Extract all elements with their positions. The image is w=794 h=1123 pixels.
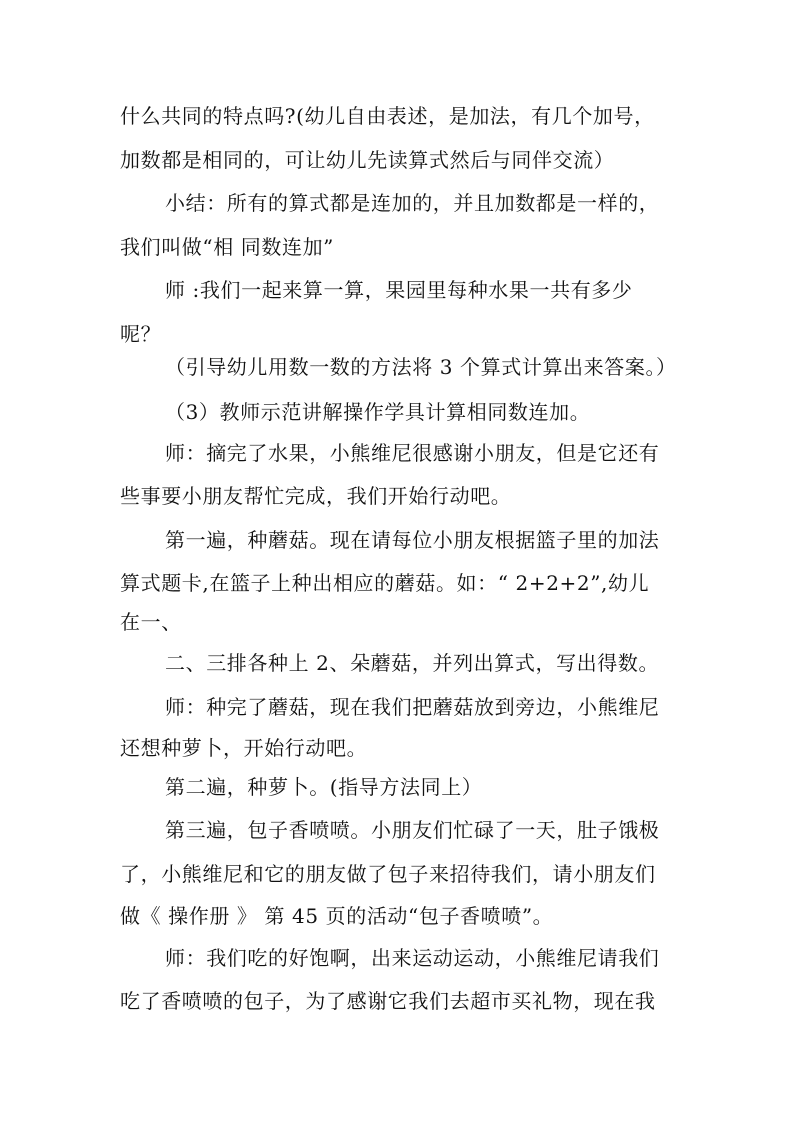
text-line: 什么共同的特点吗?(幼儿自由表述，是加法，有几个加号， <box>120 104 655 128</box>
text-line: 第三遍，包子香喷喷。小朋友们忙碌了一天，肚子饿极 <box>165 818 660 842</box>
text-line: 师：我们吃的好饱啊，出来运动运动，小熊维尼请我们 <box>165 946 660 970</box>
text-line: 加数都是相同的，可让幼儿先读算式然后与同伴交流） <box>120 148 615 172</box>
text-line: 第二遍，种萝卜。(指导方法同上） <box>165 775 483 799</box>
text-line: 师 :我们一起来算一算，果园里每种水果一共有多少 <box>165 278 633 302</box>
text-line: 我们叫做“相 同数连加” <box>120 235 335 259</box>
text-line: 还想种萝卜，开始行动吧。 <box>120 736 368 760</box>
text-line: 二、三排各种上 2、朵蘑菇，并列出算式，写出得数。 <box>165 651 660 675</box>
text-line: 做《 操作册 》 第 45 页的活动“包子香喷喷”。 <box>120 904 554 928</box>
text-line: 在一、 <box>120 610 182 634</box>
text-line: 小结：所有的算式都是连加的，并且加数都是一样的， <box>165 191 660 215</box>
text-line: 师：种完了蘑菇，现在我们把蘑菇放到旁边，小熊维尼 <box>165 695 660 719</box>
text-line: （引导幼儿用数一数的方法将 3 个算式计算出来答案。） <box>165 355 677 379</box>
text-line: 第一遍，种蘑菇。现在请每位小朋友根据篮子里的加法 <box>165 528 660 552</box>
text-line: （3）教师示范讲解操作学具计算相同数连加。 <box>165 400 591 424</box>
text-line: 些事要小朋友帮忙完成，我们开始行动吧。 <box>120 484 512 508</box>
text-line: 了，小熊维尼和它的朋友做了包子来招待我们，请小朋友们 <box>120 862 656 886</box>
text-line: 吃了香喷喷的包子，为了感谢它我们去超市买礼物，现在我 <box>120 989 656 1013</box>
text-line: 呢？ <box>120 322 162 346</box>
text-line: 算式题卡,在篮子上种出相应的蘑菇。如：“ 2+2+2”,幼儿 <box>120 571 650 595</box>
text-line: 师：摘完了水果，小熊维尼很感谢小朋友，但是它还有 <box>165 441 660 465</box>
